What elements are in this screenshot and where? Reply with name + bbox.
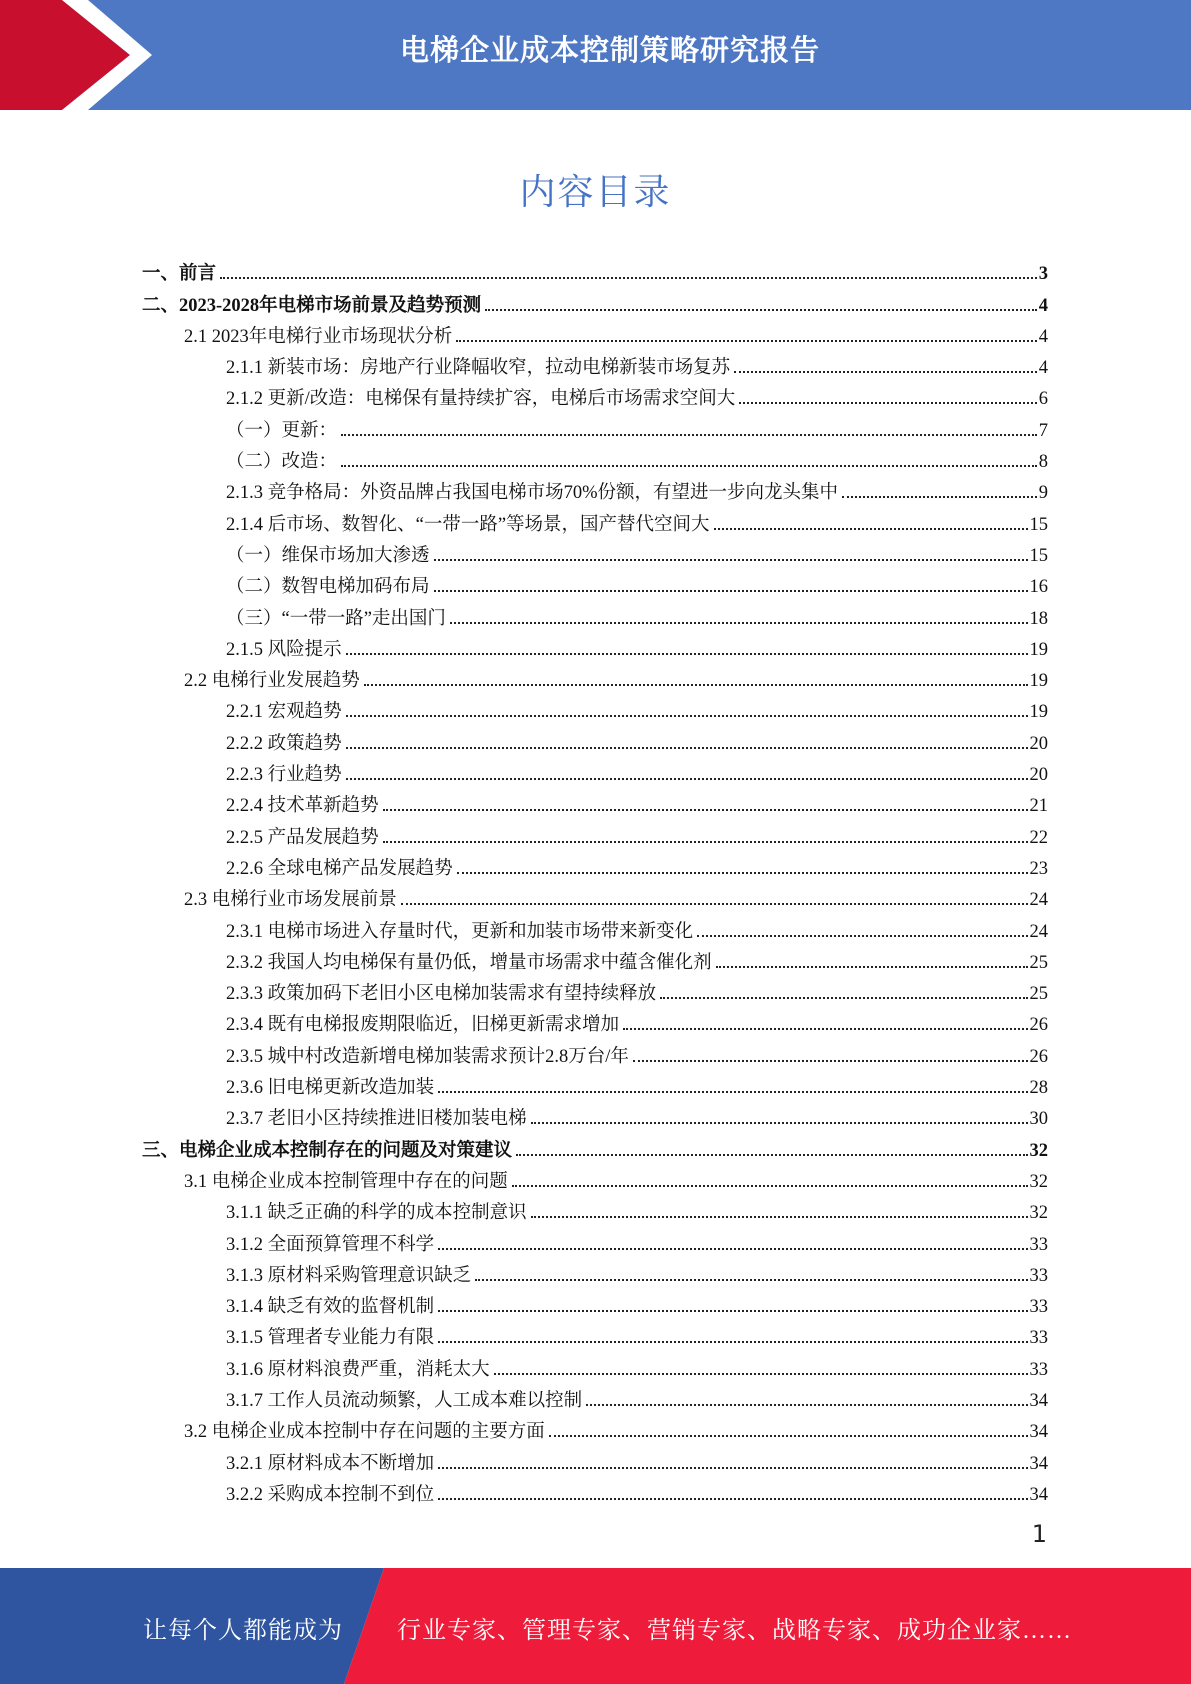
toc-entry[interactable] xyxy=(142,1224,1048,1255)
toc-entry-page: 4 xyxy=(1038,326,1048,347)
toc-entry-title: 2.3.4 既有电梯报废期限临近，旧梯更新需求增加 xyxy=(226,1015,620,1036)
toc-entry-title: 2.3.7 老旧小区持续推进旧楼加装电梯 xyxy=(226,1109,527,1130)
toc-entry-title: 3.1.2 全面预算管理不科学 xyxy=(226,1234,435,1255)
footer-slogan-left: 让每个人都能成为 xyxy=(143,1618,343,1644)
report-title: 电梯企业成本控制策略研究报告 xyxy=(399,33,820,67)
toc-entry-title: 2.2 电梯行业发展趋势 xyxy=(184,671,360,692)
toc-dot-leader xyxy=(531,1122,1028,1124)
toc-entry[interactable] xyxy=(142,536,1048,567)
toc-entry[interactable] xyxy=(142,1412,1048,1443)
toc-entry-title: 3.1.6 原材料浪费严重，消耗太大 xyxy=(226,1359,490,1380)
toc-dot-leader xyxy=(346,653,1028,655)
toc-dot-leader xyxy=(494,1373,1028,1375)
toc-entry-title: 2.1.5 风险提示 xyxy=(226,639,342,660)
toc-entry-page: 33 xyxy=(1029,1265,1048,1286)
toc-entry[interactable] xyxy=(142,1318,1048,1349)
toc-entry-page: 32 xyxy=(1029,1140,1048,1161)
toc-entry-page: 23 xyxy=(1029,858,1048,879)
footer-banner xyxy=(0,1568,1191,1684)
toc-dot-leader xyxy=(623,1028,1027,1030)
toc-dot-leader xyxy=(660,997,1027,999)
toc-dot-leader xyxy=(549,1435,1028,1437)
header-banner xyxy=(0,0,1191,110)
toc-dot-leader xyxy=(383,809,1028,811)
toc-entry-title: 3.1.4 缺乏有效的监督机制 xyxy=(226,1297,435,1318)
toc-entry[interactable] xyxy=(142,661,1048,692)
toc-entry-title: 三、电梯企业成本控制存在的问题及对策建议 xyxy=(142,1140,513,1161)
toc-entry-page: 26 xyxy=(1029,1046,1048,1067)
toc-dot-leader xyxy=(434,559,1028,561)
toc-entry-title: 2.2.1 宏观趋势 xyxy=(226,702,342,723)
toc-entry[interactable] xyxy=(142,1099,1048,1130)
toc-entry-page: 15 xyxy=(1029,545,1048,566)
toc-entry[interactable] xyxy=(142,1475,1048,1506)
toc-entry-title: （一）更新： xyxy=(226,420,338,441)
toc-dot-leader xyxy=(341,434,1037,436)
toc-entry[interactable] xyxy=(142,1005,1048,1036)
toc-entry-title: 2.1.2 更新/改造：电梯保有量持续扩容，电梯后市场需求空间大 xyxy=(226,389,736,410)
toc-dot-leader xyxy=(341,465,1037,467)
toc-entry[interactable] xyxy=(142,442,1048,473)
toc-entry-page: 33 xyxy=(1029,1297,1048,1318)
toc-entry-page: 33 xyxy=(1029,1234,1048,1255)
toc-entry-title: （二）改造： xyxy=(226,452,338,473)
toc-entry-page: 7 xyxy=(1038,420,1048,441)
toc-entry[interactable] xyxy=(142,817,1048,848)
toc-entry-title: 2.3 电梯行业市场发展前景 xyxy=(184,890,397,911)
toc-entry-page: 32 xyxy=(1029,1203,1048,1224)
toc-entry-page: 4 xyxy=(1038,295,1048,316)
toc-entry[interactable] xyxy=(142,379,1048,410)
toc-entry[interactable] xyxy=(142,473,1048,504)
toc-entry-title: 2.3.5 城中村改造新增电梯加装需求预计2.8万台/年 xyxy=(226,1046,629,1067)
toc-entry-title: 2.1.4 后市场、数智化、“一带一路”等场景，国产替代空间大 xyxy=(226,514,710,535)
toc-dot-leader xyxy=(586,1404,1027,1406)
toc-entry-page: 19 xyxy=(1029,702,1048,723)
toc-entry-title: 2.3.3 政策加码下老旧小区电梯加装需求有望持续释放 xyxy=(226,984,657,1005)
toc-entry[interactable] xyxy=(142,943,1048,974)
toc-dot-leader xyxy=(516,1154,1027,1156)
toc-entry-title: 3.1.3 原材料采购管理意识缺乏 xyxy=(226,1265,472,1286)
toc-entry[interactable] xyxy=(142,1036,1048,1067)
toc-dot-leader xyxy=(633,1060,1028,1062)
toc-dot-leader xyxy=(714,528,1028,530)
toc-entry-page: 9 xyxy=(1038,483,1048,504)
toc-entry[interactable] xyxy=(142,348,1048,379)
toc-dot-leader xyxy=(438,1467,1027,1469)
toc-entry-page: 25 xyxy=(1029,984,1048,1005)
toc-entry-title: 3.2.2 采购成本控制不到位 xyxy=(226,1484,435,1505)
toc-entry-page: 8 xyxy=(1038,452,1048,473)
toc-entry-page: 24 xyxy=(1029,921,1048,942)
toc-entry-page: 34 xyxy=(1029,1422,1048,1443)
toc-entry-title: （二）数智电梯加码布局 xyxy=(226,577,430,598)
toc-entry[interactable] xyxy=(142,254,1048,285)
toc-entry-page: 34 xyxy=(1029,1484,1048,1505)
toc-entry[interactable] xyxy=(142,630,1048,661)
toc-dot-leader xyxy=(438,1341,1027,1343)
toc-dot-leader xyxy=(364,684,1028,686)
toc-entry-title: 3.2 电梯企业成本控制中存在问题的主要方面 xyxy=(184,1422,545,1443)
toc-dot-leader xyxy=(346,778,1028,780)
toc-entry[interactable] xyxy=(142,1287,1048,1318)
toc-dot-leader xyxy=(346,747,1028,749)
toc-entry[interactable] xyxy=(142,974,1048,1005)
toc-entry[interactable] xyxy=(142,1256,1048,1287)
toc-entry-page: 32 xyxy=(1029,1171,1048,1192)
toc-entry-page: 16 xyxy=(1029,577,1048,598)
toc-entry-title: 2.3.2 我国人均电梯保有量仍低，增量市场需求中蕴含催化剂 xyxy=(226,952,712,973)
toc-entry[interactable] xyxy=(142,692,1048,723)
toc-entry-title: 3.1.1 缺乏正确的科学的成本控制意识 xyxy=(226,1203,527,1224)
toc-entry-title: 2.2.2 政策趋势 xyxy=(226,733,342,754)
toc-entry-page: 19 xyxy=(1029,639,1048,660)
toc-dot-leader xyxy=(457,872,1028,874)
toc-entry-title: 2.1.3 竞争格局：外资品牌占我国电梯市场70%份额，有望进一步向龙头集中 xyxy=(226,483,839,504)
toc-entry-page: 25 xyxy=(1029,952,1048,973)
toc-entry[interactable] xyxy=(142,317,1048,348)
toc-dot-leader xyxy=(739,402,1036,404)
toc-entry[interactable] xyxy=(142,598,1048,629)
toc-dot-leader xyxy=(346,715,1028,717)
toc-heading: 内容目录 xyxy=(519,172,672,213)
toc-dot-leader xyxy=(438,1498,1027,1500)
toc-entry-page: 19 xyxy=(1029,671,1048,692)
page-number: 1 xyxy=(1031,1520,1047,1548)
toc-dot-leader xyxy=(438,1248,1027,1250)
toc-entry-page: 30 xyxy=(1029,1109,1048,1130)
toc-dot-leader xyxy=(383,841,1028,843)
toc-entry-page: 28 xyxy=(1029,1078,1048,1099)
toc-entry-page: 21 xyxy=(1029,796,1048,817)
toc-entry-title: 3.2.1 原材料成本不断增加 xyxy=(226,1453,435,1474)
toc-entry[interactable] xyxy=(142,1443,1048,1474)
toc-entry-title: 2.2.5 产品发展趋势 xyxy=(226,827,379,848)
toc-dot-leader xyxy=(456,340,1036,342)
toc-dot-leader xyxy=(438,1310,1027,1312)
toc-entry-page: 26 xyxy=(1029,1015,1048,1036)
toc-entry-page: 34 xyxy=(1029,1453,1048,1474)
toc-entry[interactable] xyxy=(142,1068,1048,1099)
toc-entry-page: 34 xyxy=(1029,1390,1048,1411)
toc-entry-title: 2.1.1 新装市场：房地产行业降幅收窄，拉动电梯新装市场复苏 xyxy=(226,358,731,379)
toc-entry-title: 2.2.6 全球电梯产品发展趋势 xyxy=(226,858,453,879)
toc-dot-leader xyxy=(531,1216,1028,1218)
toc-entry[interactable] xyxy=(142,285,1048,316)
toc-entry[interactable] xyxy=(142,1130,1048,1161)
toc-dot-leader xyxy=(485,309,1037,311)
toc-entry[interactable] xyxy=(142,786,1048,817)
toc-dot-leader xyxy=(842,496,1037,498)
toc-entry[interactable] xyxy=(142,880,1048,911)
toc-entry-page: 33 xyxy=(1029,1359,1048,1380)
toc-entry[interactable] xyxy=(142,849,1048,880)
toc-entry-title: 2.2.3 行业趋势 xyxy=(226,765,342,786)
toc-dot-leader xyxy=(512,1185,1028,1187)
table-of-contents xyxy=(142,254,1048,1506)
toc-entry-page: 15 xyxy=(1029,514,1048,535)
toc-entry-title: （一）维保市场加大渗透 xyxy=(226,545,430,566)
toc-entry-title: （三）“一带一路”走出国门 xyxy=(226,608,446,629)
toc-entry[interactable] xyxy=(142,567,1048,598)
toc-entry[interactable] xyxy=(142,410,1048,441)
toc-entry-page: 20 xyxy=(1029,733,1048,754)
toc-entry-page: 22 xyxy=(1029,827,1048,848)
toc-entry-title: 3.1.5 管理者专业能力有限 xyxy=(226,1328,435,1349)
toc-entry[interactable] xyxy=(142,755,1048,786)
toc-entry-page: 3 xyxy=(1038,264,1048,285)
toc-entry-title: 一、前言 xyxy=(142,264,217,285)
toc-entry-title: 2.3.1 电梯市场进入存量时代，更新和加装市场带来新变化 xyxy=(226,921,694,942)
toc-entry-page: 18 xyxy=(1029,608,1048,629)
toc-entry-title: 二、2023-2028年电梯市场前景及趋势预测 xyxy=(142,295,482,316)
toc-dot-leader xyxy=(697,935,1027,937)
toc-entry-title: 3.1 电梯企业成本控制管理中存在的问题 xyxy=(184,1171,508,1192)
toc-entry-page: 20 xyxy=(1029,765,1048,786)
toc-entry[interactable] xyxy=(142,1162,1048,1193)
toc-entry-title: 2.1 2023年电梯行业市场现状分析 xyxy=(184,326,453,347)
toc-entry[interactable] xyxy=(142,1381,1048,1412)
toc-dot-leader xyxy=(220,277,1037,279)
footer-slogan-right: 行业专家、管理专家、营销专家、战略专家、成功企业家…… xyxy=(397,1618,1072,1644)
toc-entry[interactable] xyxy=(142,1349,1048,1380)
toc-dot-leader xyxy=(475,1279,1027,1281)
toc-dot-leader xyxy=(450,622,1028,624)
toc-entry-title: 2.3.6 旧电梯更新改造加装 xyxy=(226,1078,435,1099)
toc-entry-page: 6 xyxy=(1038,389,1048,410)
toc-dot-leader xyxy=(734,371,1037,373)
toc-entry[interactable] xyxy=(142,1193,1048,1224)
toc-entry-title: 2.2.4 技术革新趋势 xyxy=(226,796,379,817)
toc-entry[interactable] xyxy=(142,911,1048,942)
toc-dot-leader xyxy=(438,1091,1027,1093)
toc-entry[interactable] xyxy=(142,723,1048,754)
toc-entry-title: 3.1.7 工作人员流动频繁，人工成本难以控制 xyxy=(226,1390,583,1411)
toc-dot-leader xyxy=(401,903,1028,905)
toc-entry-page: 33 xyxy=(1029,1328,1048,1349)
toc-dot-leader xyxy=(434,590,1028,592)
toc-entry[interactable] xyxy=(142,504,1048,535)
toc-dot-leader xyxy=(716,966,1028,968)
toc-entry-page: 4 xyxy=(1038,358,1048,379)
toc-entry-page: 24 xyxy=(1029,890,1048,911)
